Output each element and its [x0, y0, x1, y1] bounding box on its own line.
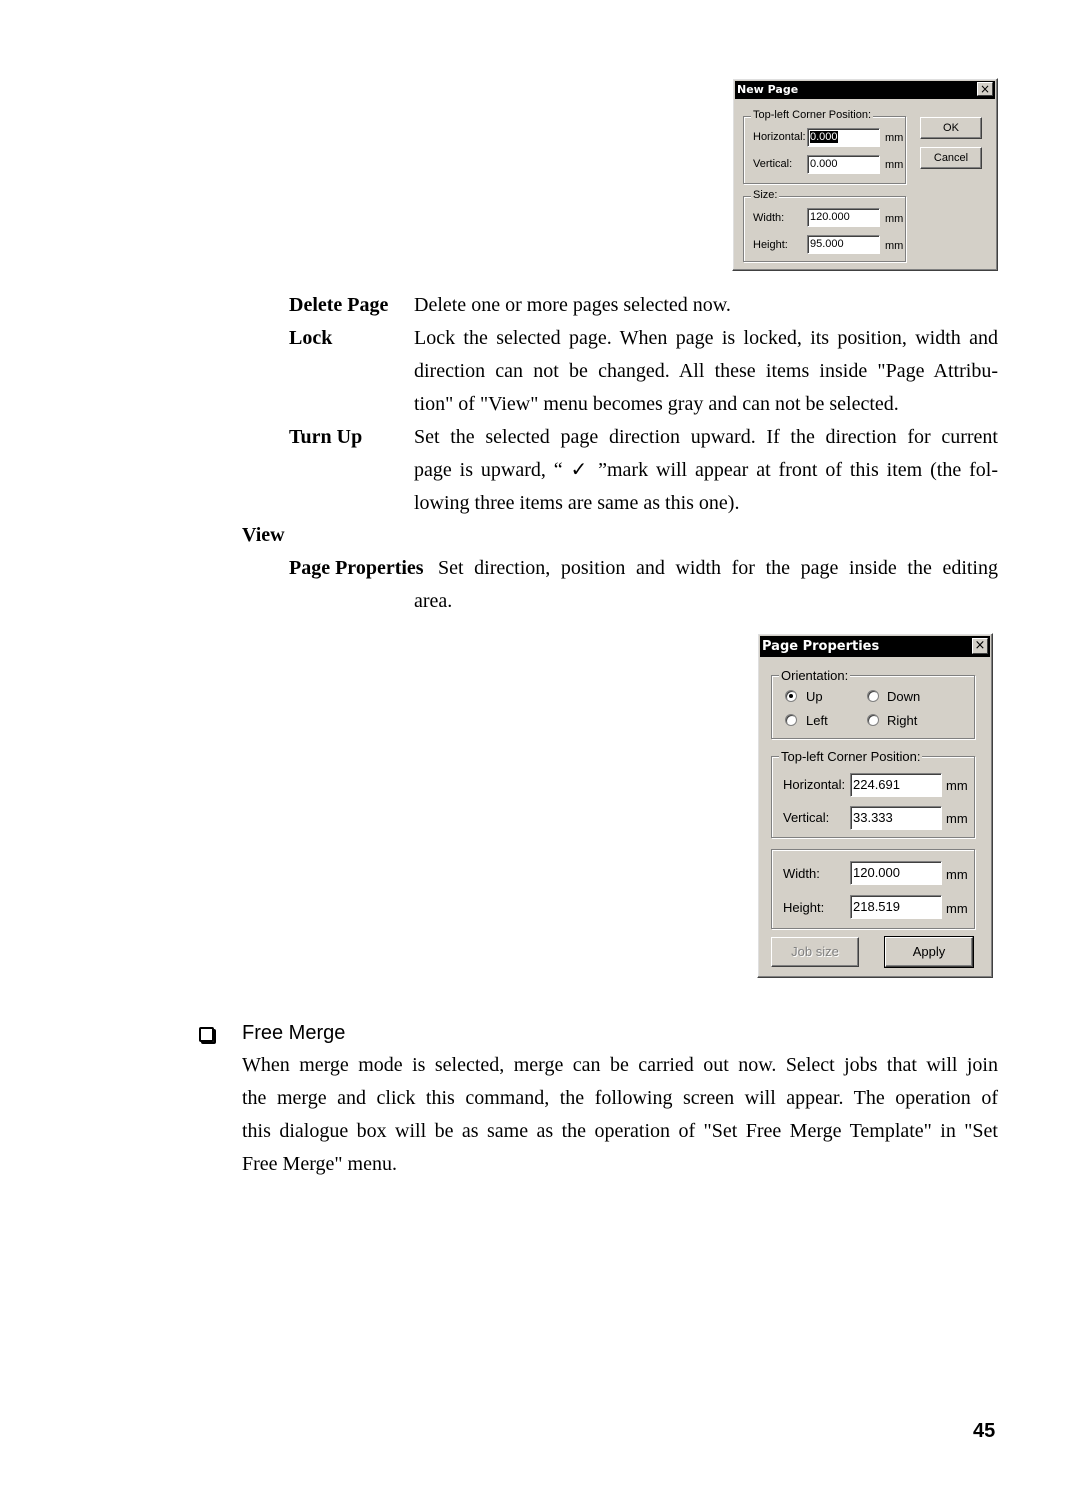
page-number: 45 — [973, 1420, 996, 1442]
entry-definition — [414, 322, 998, 421]
free-merge-heading: Free Merge — [242, 1022, 346, 1044]
view-heading: View — [242, 524, 285, 546]
radio-label-up: Up — [806, 689, 823, 704]
dialog-title: Page Properties — [762, 639, 880, 654]
close-button[interactable] — [977, 82, 993, 96]
radio-up[interactable] — [785, 690, 797, 702]
unit-label: mm — [885, 240, 904, 252]
unit-label: mm — [946, 867, 968, 882]
size-group — [743, 189, 906, 262]
height-field[interactable]: 218.519 — [850, 895, 942, 919]
vertical-label: Vertical: — [783, 810, 830, 825]
entry-term: Turn Up — [289, 426, 363, 448]
vertical-label: Vertical: — [753, 158, 793, 170]
entry-definition — [414, 289, 998, 322]
page-properties-title-bar — [760, 636, 990, 657]
horizontal-label: Horizontal: — [753, 131, 806, 143]
apply-button[interactable]: Apply — [885, 937, 973, 967]
entry-term: Lock — [289, 327, 333, 349]
paragraph-line: Free Merge" menu. — [242, 1153, 397, 1175]
width-field[interactable]: 120.000 — [807, 208, 880, 227]
group-label: Top-left Corner Position: — [781, 749, 921, 764]
width-field[interactable]: 120.000 — [850, 861, 942, 885]
size-group — [771, 849, 975, 929]
group-label: Top-left Corner Position: — [753, 109, 871, 121]
definition-line: area. — [414, 590, 453, 612]
job-size-button[interactable]: Job size — [771, 937, 859, 967]
definition-line: direction can not be changed. All these items inside "Page Attribu- — [414, 360, 998, 382]
page-properties-dialog — [757, 633, 993, 978]
radio-label-right: Right — [887, 713, 918, 728]
horizontal-field[interactable]: 224.691 — [850, 773, 942, 797]
entry-definition — [414, 585, 998, 618]
definition-line: lowing three items are same as this one). — [414, 492, 740, 514]
unit-label: mm — [946, 901, 968, 916]
cancel-button[interactable]: Cancel — [920, 147, 982, 169]
radio-selected-dot — [789, 694, 793, 698]
height-label: Height: — [783, 900, 825, 915]
group-label: Size: — [753, 189, 778, 201]
entry-term: Page Properties — [289, 557, 424, 579]
definition-line: Delete one or more pages selected now. — [414, 294, 731, 316]
dialog-title: New Page — [737, 83, 799, 96]
checkbox-bullet-icon — [199, 1027, 214, 1042]
definition-line: Lock the selected page. When page is locked, its position, width and — [414, 327, 998, 349]
paragraph-line: this dialogue box will be as same as the operation of "Set Free Merge Template" in "Set — [242, 1120, 998, 1142]
height-label: Height: — [753, 239, 788, 251]
horizontal-value: 0.000 — [810, 131, 838, 143]
width-label: Width: — [783, 866, 820, 881]
vertical-field[interactable]: 33.333 — [850, 806, 942, 830]
unit-label: mm — [885, 159, 904, 171]
definition-line: Set direction, position and width for the page inside the editing — [438, 557, 998, 579]
new-page-title-bar — [735, 81, 995, 99]
definition-line: Set the selected page direction upward. If the direction for current — [414, 426, 998, 448]
radio-down[interactable] — [867, 690, 879, 702]
entry-term: Delete Page — [289, 294, 389, 316]
paragraph-line: When merge mode is selected, merge can be carried out now. Select jobs that will join — [242, 1054, 998, 1076]
radio-label-down: Down — [887, 689, 921, 704]
definition-line: page is upward, “ ✓ ”mark will appear at front of this item (the fol- — [414, 459, 998, 481]
close-button[interactable] — [972, 638, 988, 654]
entry-definition — [438, 552, 998, 585]
close-icon: × — [974, 638, 986, 653]
vertical-field[interactable]: 0.000 — [807, 155, 880, 174]
radio-label-left: Left — [806, 713, 828, 728]
radio-right[interactable] — [867, 714, 879, 726]
orientation-group — [771, 668, 975, 739]
paragraph-line: the merge and click this command, the following screen will appear. The operation of — [242, 1087, 998, 1109]
new-page-dialog — [732, 78, 998, 271]
group-label: Orientation: — [781, 668, 849, 683]
unit-label: mm — [946, 811, 968, 826]
horizontal-label: Horizontal: — [783, 777, 846, 792]
unit-label: mm — [946, 778, 968, 793]
radio-left[interactable] — [785, 714, 797, 726]
horizontal-field[interactable] — [807, 128, 880, 147]
close-icon: × — [979, 82, 991, 96]
height-field[interactable]: 95.000 — [807, 235, 880, 254]
ok-button[interactable]: OK — [920, 117, 982, 139]
unit-label: mm — [885, 132, 904, 144]
free-merge-paragraph — [242, 1049, 998, 1181]
position-group — [771, 749, 975, 838]
position-group — [743, 109, 906, 184]
definition-line: tion" of "View" menu becomes gray and can not be selected. — [414, 393, 899, 415]
width-label: Width: — [753, 212, 785, 224]
entry-definition — [414, 421, 998, 520]
unit-label: mm — [885, 213, 904, 225]
